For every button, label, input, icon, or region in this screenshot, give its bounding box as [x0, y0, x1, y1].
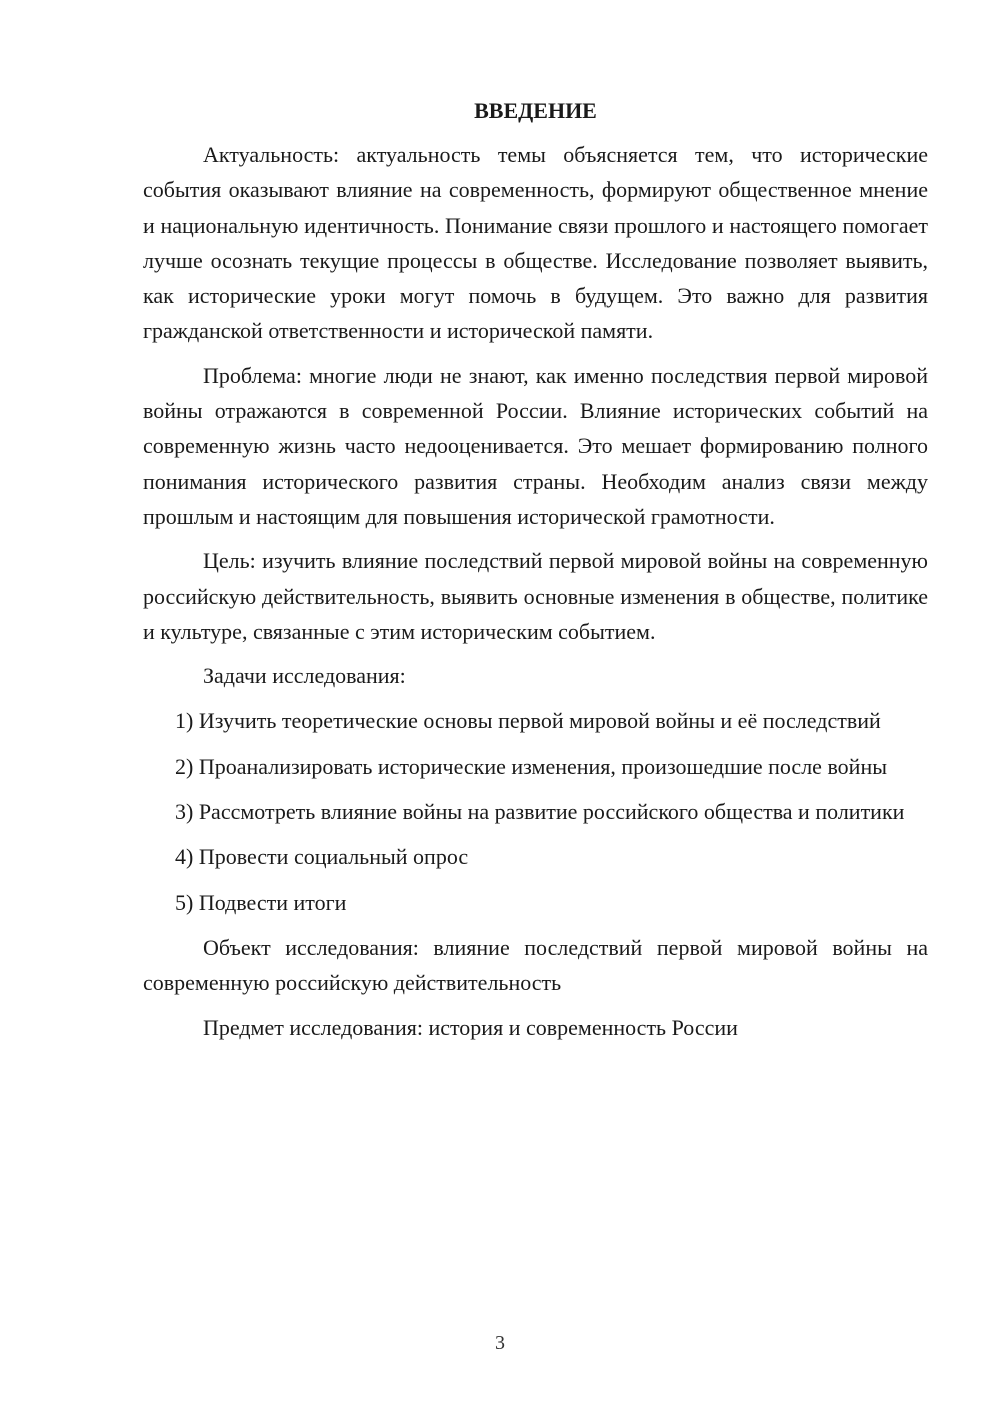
paragraph-goal: Цель: изучить влияние последствий первой мировой войны на современную российскую действительность, выявить основные изменения в обществе, политике и культуре, связанные с этим историческим событием. [143, 548, 928, 644]
task-item: 4) Провести социальный опрос [175, 844, 469, 870]
tasks-heading: Задачи исследования: [203, 663, 406, 689]
task-item: 1) Изучить теоретические основы первой мировой войны и её последствий [175, 708, 881, 734]
research-object: Объект исследования: влияние последствий первой мировой войны на современную российскую действительность [143, 934, 928, 996]
tasks-list [143, 703, 928, 919]
paragraph-relevance: Актуальность: актуальность темы объясняется тем, что исторические события оказывают влияние на современность, формируют общественное мнение и национальную идентичность. Понимание связи прошлого и настоящего помогает лучше осознать текущие процессы в обществе. Исследование позволяет выявить, как исторические уроки могут помочь в будущем. Это важно для развития гражданской ответственности и исторической памяти. [143, 142, 928, 344]
document-title: ВВЕДЕНИЕ [474, 98, 597, 123]
task-item: 3) Рассмотреть влияние войны на развитие российского общества и политики [175, 799, 905, 825]
document-page [143, 95, 928, 1054]
task-item: 5) Подвести итоги [175, 889, 347, 915]
page-number: 3 [495, 1332, 505, 1354]
research-subject: Предмет исследования: история и современность России [203, 1014, 738, 1040]
task-item: 2) Проанализировать исторические изменения, произошедшие после войны [175, 753, 888, 779]
paragraph-problem: Проблема: многие люди не знают, как именно последствия первой мировой войны отражаются в современной России. Влияние исторических событий на современную жизнь часто недооценивается. Это мешает формированию полного понимания исторического развития страны. Необходим анализ связи между прошлым и настоящим для повышения исторической грамотности. [143, 362, 928, 529]
